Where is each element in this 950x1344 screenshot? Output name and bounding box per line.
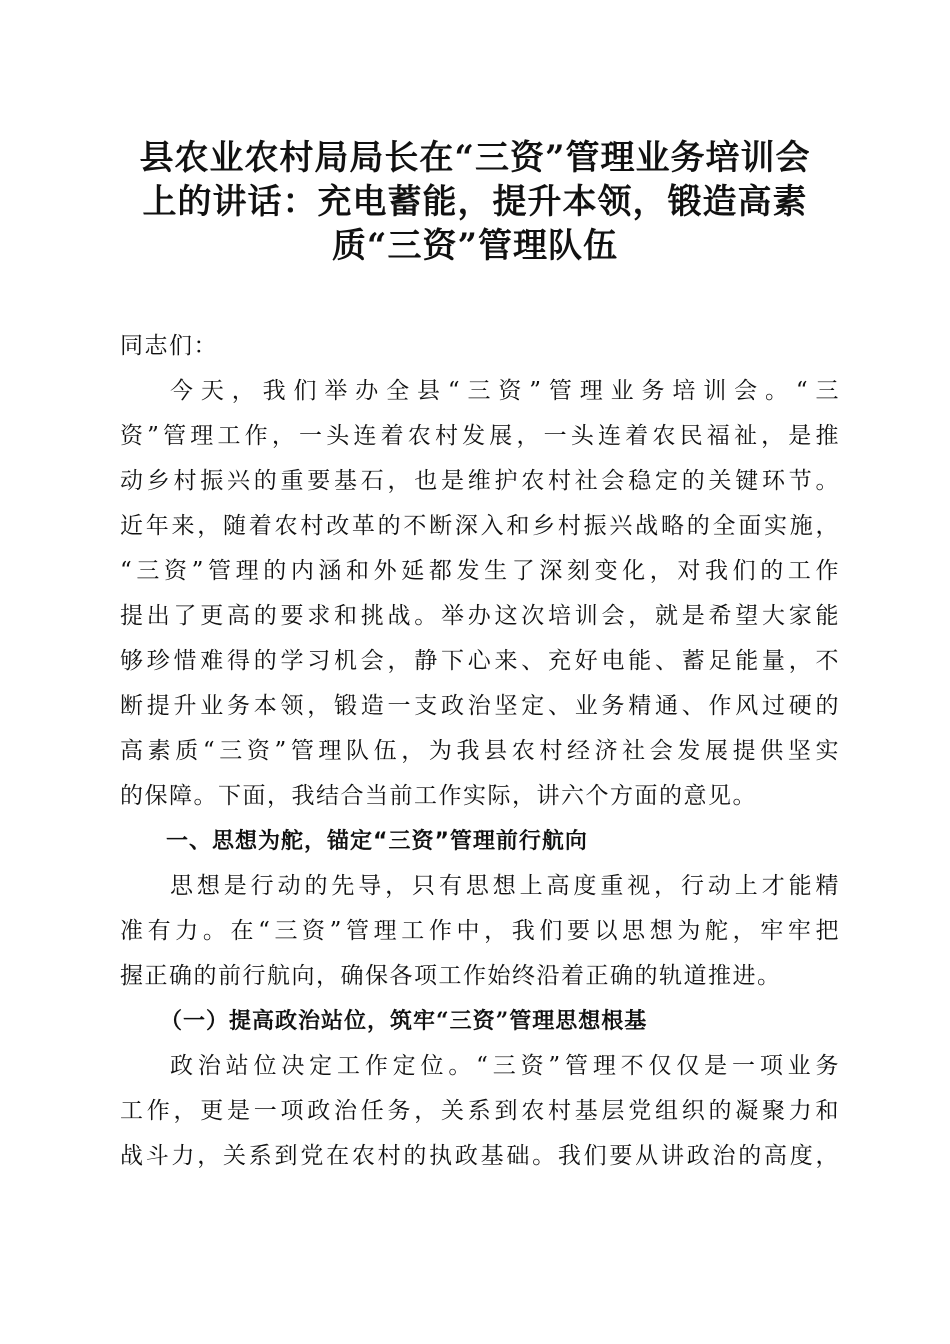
salutation: 同志们：	[120, 333, 218, 359]
paragraph-line: 近年来，随着农村改革的不断深入和乡村振兴战略的全面实施，	[120, 513, 840, 539]
document-body	[120, 324, 840, 1179]
paragraph-line: 的保障。下面，我结合当前工作实际，讲六个方面的意见。	[120, 783, 757, 809]
paragraph-line: “三资”管理的内涵和外延都发生了深刻变化，对我们的工作	[120, 558, 840, 584]
paragraph-line: 准有力。在“三资”管理工作中，我们要以思想为舵，牢牢把	[120, 918, 840, 944]
paragraph-line: 够珍惜难得的学习机会，静下心来、充好电能、蓄足能量，不	[120, 648, 840, 674]
paragraph-line: 资”管理工作，一头连着农村发展，一头连着农民福祉，是推	[120, 423, 840, 449]
paragraph-line: 政治站位决定工作定位。“三资”管理不仅仅是一项业务	[170, 1053, 840, 1079]
title-line: 上的讲话：充电蓄能，提升本领，锻造高素	[142, 182, 808, 222]
title-line: 县农业农村局局长在“三资”管理业务培训会	[139, 138, 811, 178]
section-heading: 一、思想为舵，锚定“三资”管理前行航向	[166, 829, 588, 854]
paragraph-line: 思想是行动的先导，只有思想上高度重视，行动上才能精	[170, 873, 840, 899]
subsection-heading: （一）提高政治站位，筑牢“三资”管理思想根基	[160, 1008, 648, 1034]
paragraph-line: 今天，我们举办全县“三资”管理业务培训会。“三	[170, 378, 840, 404]
paragraph-line: 动乡村振兴的重要基石，也是维护农村社会稳定的关键环节。	[120, 468, 840, 494]
paragraph-line: 提出了更高的要求和挑战。举办这次培训会，就是希望大家能	[120, 603, 840, 629]
paragraph-line: 高素质“三资”管理队伍，为我县农村经济社会发展提供坚实	[120, 738, 840, 764]
paragraph-line: 握正确的前行航向，确保各项工作始终沿着正确的轨道推进。	[120, 963, 782, 989]
paragraph-line: 工作，更是一项政治任务，关系到农村基层党组织的凝聚力和	[120, 1098, 840, 1124]
intro-paragraph	[120, 369, 840, 819]
title-line: 质“三资”管理队伍	[331, 226, 619, 266]
paragraph-line: 战斗力，关系到党在农村的执政基础。我们要从讲政治的高度，	[120, 1143, 840, 1169]
paragraph-line: 断提升业务本领，锻造一支政治坚定、业务精通、作风过硬的	[120, 693, 840, 719]
subsection-paragraph	[120, 1044, 840, 1179]
document-title	[100, 136, 850, 268]
section-paragraph	[120, 864, 840, 999]
